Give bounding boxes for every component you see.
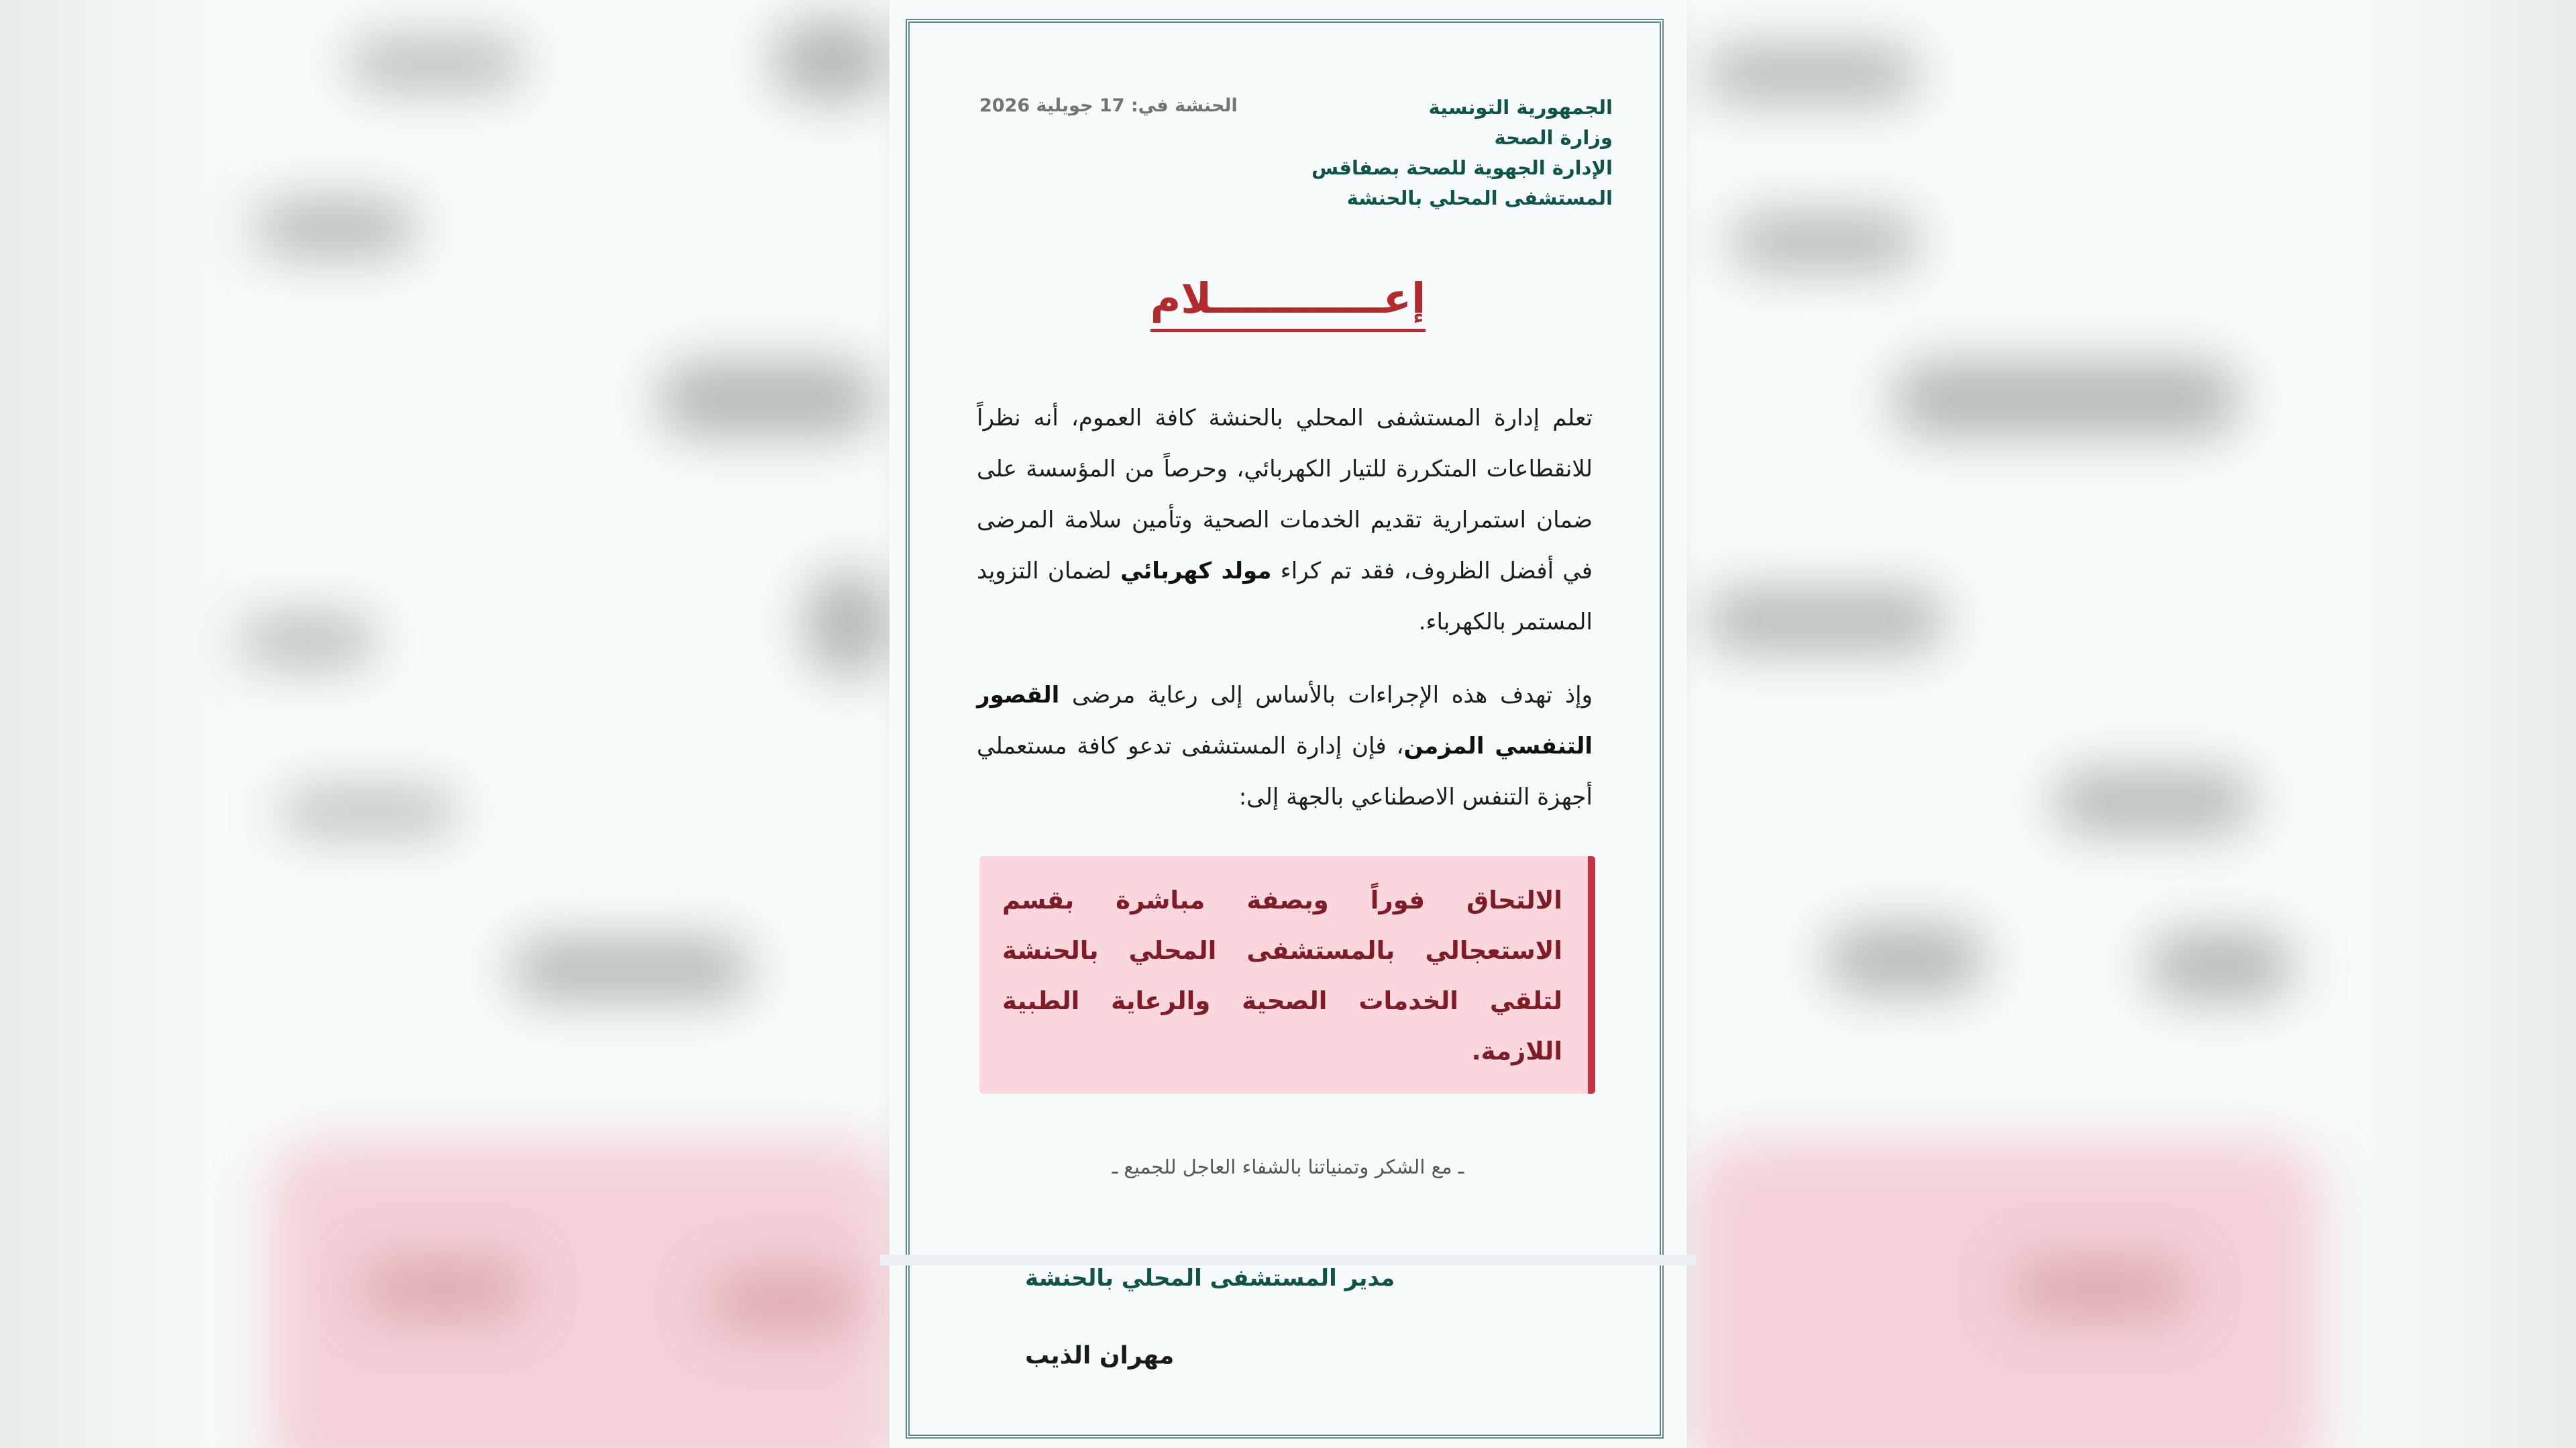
backdrop-shape <box>255 201 416 255</box>
signatory-name: مهران الذيب <box>1025 1342 1175 1369</box>
notice-title-wrapper <box>890 268 1686 332</box>
signatory-title: مدير المستشفى المحلي بالحنشة <box>1025 1265 1395 1292</box>
document-date: الحنشة في: 17 جويلية 2026 <box>979 95 1238 116</box>
intro-paragraph-text: تعلم إدارة المستشفى المحلي بالحنشة كافة العموم، أنه نظراً للانقطاعات المتكررة للتيار الكهربائي، وحرصاً من المؤسسة على ضمان استمرارية تقديم الخدمات الصحية وتأمين سلامة المرضى في أفضل الظروف، فقد تم كراء <box>977 405 1593 584</box>
backdrop-shape <box>711 1275 859 1329</box>
backdrop-shape <box>349 40 523 87</box>
letterhead <box>1311 93 1613 213</box>
backdrop-shape <box>805 570 892 678</box>
backdrop-shape <box>1892 362 2241 436</box>
backdrop-shape <box>362 1261 523 1315</box>
backdrop-shape <box>1690 1141 2321 1448</box>
backdrop-shape <box>1704 590 1945 651</box>
notice-title: إعــــــــــــلام <box>1150 268 1426 332</box>
notice-document <box>890 0 1686 1448</box>
backdrop-shape <box>241 617 376 664</box>
purpose-paragraph-ending: ، فإن إدارة المستشفى تدعو كافة مستعملي أجهزة التنفس الاصطناعي بالجهة إلى: <box>977 733 1593 811</box>
backdrop-shape <box>510 939 751 1000</box>
backdrop-shape <box>2012 1261 2187 1315</box>
backdrop-shape <box>1704 47 1919 101</box>
backdrop-shape <box>657 362 879 436</box>
closing-wishes: ـ مع الشكر وتمنياتنا بالشفاء العاجل للجميع ـ <box>1112 1155 1464 1178</box>
generator-highlight: مولد كهربائي <box>1120 558 1272 584</box>
backdrop-shape <box>282 792 456 832</box>
backdrop-shape <box>2053 772 2254 832</box>
intro-paragraph-ending: لضمان التزويد المستمر بالكهرباء. <box>977 558 1593 635</box>
letterhead-ministry: وزارة الصحة <box>1494 126 1613 149</box>
respiratory-failure-highlight: القصور التنفسي المزمن <box>977 682 1593 760</box>
letterhead-regional-directorate: الإدارة الجهوية للصحة بصفاقس <box>1311 156 1613 179</box>
letterhead-country: الجمهورية التونسية <box>1428 96 1613 119</box>
letterhead-hospital: المستشفى المحلي بالحنشة <box>1346 187 1613 209</box>
purpose-paragraph <box>977 670 1593 823</box>
backdrop-shape <box>2147 933 2294 1000</box>
urgent-instruction-box: الالتحاق فوراً وبصفة مباشرة بقسم الاستعجالي بالمستشفى المحلي بالحنشة لتلقي الخدمات الصحية والرعاية الطبية اللازمة. <box>979 856 1595 1094</box>
backdrop-shape <box>1731 215 1919 268</box>
backdrop-shape <box>1825 926 1986 993</box>
backdrop-shape <box>771 20 892 101</box>
purpose-paragraph-start: وإذ تهدف هذه الإجراءات بالأساس إلى رعاية مرضى <box>1059 682 1593 709</box>
intro-paragraph <box>977 393 1593 648</box>
